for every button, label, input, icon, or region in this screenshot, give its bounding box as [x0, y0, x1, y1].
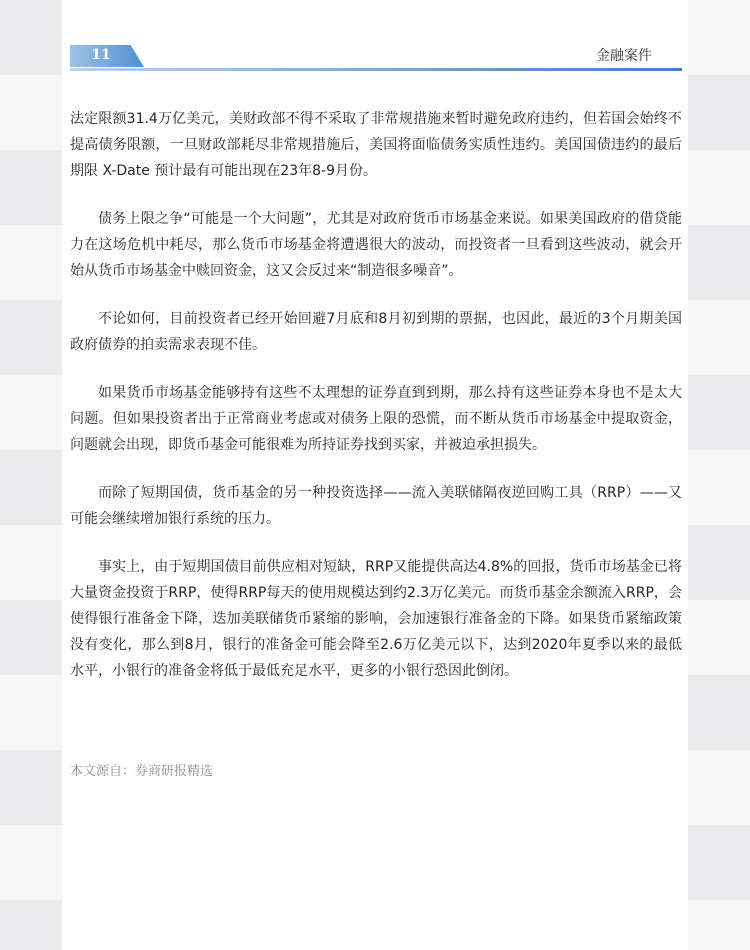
- paragraph: 事实上，由于短期国债目前供应相对短缺，RRP又能提供高达4.8%的回报，货币市场基金已将大量资金投资于RRP，使得RRP每天的使用规模达到约2.3万亿美元。而货币基金余额流入RRP，会使得银行准备金下降，迭加美联储货币紧缩的影响，会加速银行准备金的下降。如果货币紧缩政策没有变化，那么到8月，银行的准备金可能会降至2.6万亿美元以下，达到2020年夏季以来的最低水平，小银行的准备金将低于最低充足水平，更多的小银行恐因此倒闭。: [70, 559, 682, 679]
- paragraph: 债务上限之争“可能是一个大问题”，尤其是对政府货币市场基金来说。如果美国政府的借贷能力在这场危机中耗尽，那么货币市场基金将遭遇很大的波动，而投资者一旦看到这些波动，就会开始从货币市场基金中赎回资金，这又会反过来“制造很多噪音”。: [70, 211, 682, 279]
- section-title: 金融案件: [596, 48, 652, 64]
- paragraph: 如果货币市场基金能够持有这些不太理想的证券直到到期，那么持有这些证券本身也不是太大问题。但如果投资者出于正常商业考虑或对债务上限的恐慌，而不断从货币市场基金中提取资金，问题就会出现，即货币基金可能很难为所持证券找到买家，并被迫承担损失。: [70, 385, 682, 453]
- document-page: [62, 0, 688, 950]
- paragraph: 而除了短期国债，货币基金的另一种投资选择——流入美联储隔夜逆回购工具（RRP）——又可能会继续增加银行系统的压力。: [70, 485, 682, 527]
- article-body: [70, 106, 682, 706]
- page-number: 11: [91, 47, 111, 63]
- page-header: [70, 44, 682, 74]
- paragraph: 法定限额31.4万亿美元，美财政部不得不采取了非常规措施来暂时避免政府违约，但若国会始终不提高债务限额，一旦财政部耗尽非常规措施后，美国将面临债务实质性违约。美国国债违约的最后期限 X-Date 预计最有可能出现在23年8-9月份。: [70, 111, 682, 179]
- paragraph: 不论如何，目前投资者已经开始回避7月底和8月初到期的票据，也因此，最近的3个月期美国政府债券的拍卖需求表现不佳。: [70, 311, 682, 353]
- source-note: 本文源自：券商研报精选: [70, 764, 214, 779]
- header-divider: [70, 68, 682, 71]
